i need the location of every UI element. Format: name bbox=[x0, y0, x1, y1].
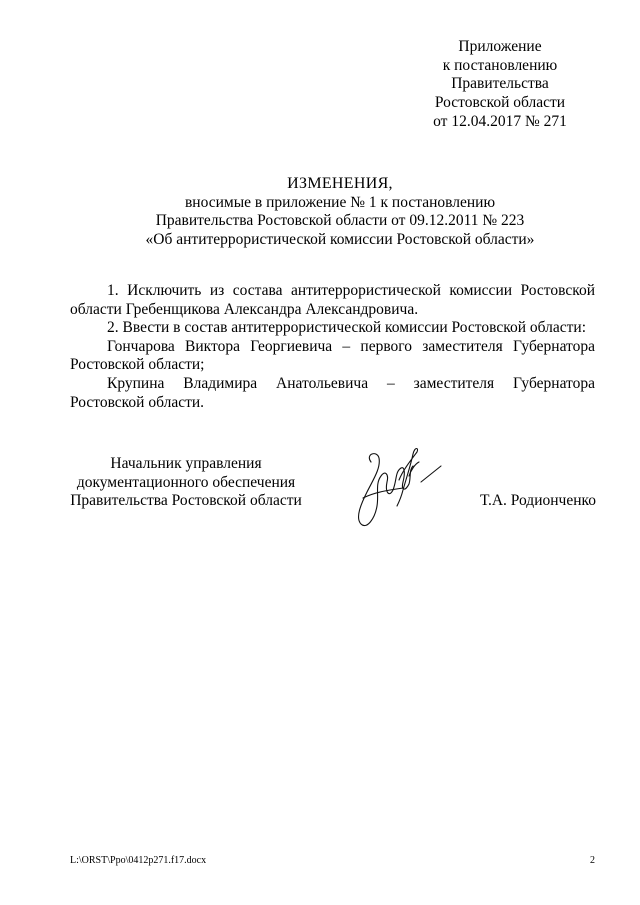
title-heading: ИЗМЕНЕНИЯ, bbox=[287, 175, 393, 192]
appendix-line: Ростовской области bbox=[434, 94, 566, 112]
signatory-title bbox=[66, 455, 306, 511]
appendix-line: от 12.04.2017 № 271 bbox=[433, 112, 567, 130]
body-paragraph: Гончарова Виктора Георгиевича – первого заместителя Губернатора Ростовской области; bbox=[70, 337, 595, 374]
signatory-title-line: Правительства Ростовской области bbox=[70, 492, 302, 510]
appendix-line: к постановлению bbox=[442, 56, 558, 74]
title-line: «Об антитеррористической комиссии Ростовской области» bbox=[145, 230, 535, 248]
document-body bbox=[70, 282, 595, 412]
title-line: вносимые в приложение № 1 к постановлению bbox=[184, 193, 496, 211]
appendix-line: Правительства bbox=[451, 75, 549, 93]
signatory-title-line: документационного обеспечения bbox=[76, 473, 296, 491]
body-paragraph: 2. Ввести в состав антитеррористической комиссии Ростовской области: bbox=[107, 319, 587, 337]
body-paragraph: Крупина Владимира Анатольевича – заместителя Губернатора Ростовской области. bbox=[70, 374, 595, 411]
appendix-line: Приложение bbox=[458, 38, 542, 55]
signatory-name: Т.А. Родионченко bbox=[480, 492, 596, 509]
signature-block bbox=[66, 455, 596, 535]
body-paragraph: 1. Исключить из состава антитеррористической комиссии Ростовской области Гребенщикова Александра Александровича. bbox=[70, 282, 595, 318]
footer-file-path: L:\ORST\Ppo\0412p271.f17.docx bbox=[70, 855, 207, 866]
document-title bbox=[90, 175, 590, 249]
handwritten-signature bbox=[345, 440, 445, 530]
footer-page-number: 2 bbox=[590, 855, 595, 866]
title-line: Правительства Ростовской области от 09.12.2011 № 223 bbox=[155, 212, 525, 229]
signatory-title-line: Начальник управления bbox=[110, 455, 262, 472]
appendix-header bbox=[400, 38, 600, 132]
